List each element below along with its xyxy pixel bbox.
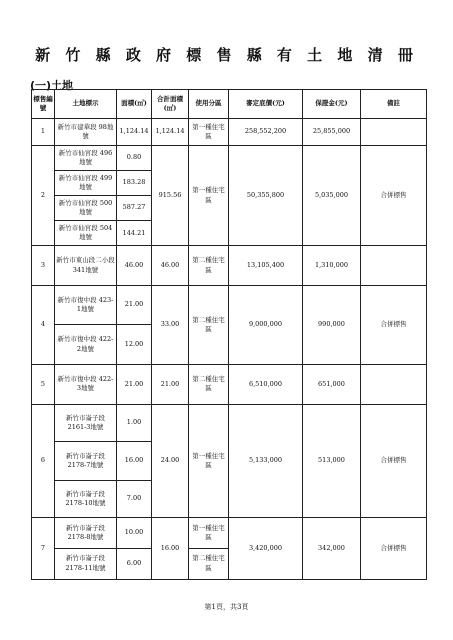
deposit: 513,000 <box>303 404 361 518</box>
table-row <box>32 404 427 442</box>
land-area: 6.00 <box>117 548 152 579</box>
deposit: 990,000 <box>303 285 361 364</box>
deposit: 25,855,000 <box>303 119 361 146</box>
price: 9,000,000 <box>229 285 303 364</box>
land-area: 144.21 <box>117 221 152 246</box>
deposit: 5,035,000 <box>303 146 361 246</box>
header-total-area: 合計面積(㎡) <box>152 90 189 119</box>
land-area: 21.00 <box>117 285 152 325</box>
price: 13,105,400 <box>229 246 303 286</box>
header-remark: 備註 <box>361 90 427 119</box>
remark: 合併標售 <box>361 146 427 246</box>
land-area: 1.00 <box>117 404 152 442</box>
price: 50,355,800 <box>229 146 303 246</box>
remark: 合併標售 <box>361 518 427 580</box>
zoning: 第一種住宅區 <box>189 119 229 146</box>
land-list-table <box>31 89 427 580</box>
total-area: 1,124.14 <box>152 119 189 146</box>
table-row <box>32 285 427 325</box>
table-row <box>32 146 427 171</box>
remark <box>361 119 427 146</box>
land-label: 新竹市崙子段 2161-3地號 <box>55 404 117 442</box>
price: 3,420,000 <box>229 518 303 580</box>
header-deposit: 保證金(元) <box>303 90 361 119</box>
header-price: 審定底價(元) <box>229 90 303 119</box>
land-area: 21.00 <box>117 365 152 405</box>
remark <box>361 246 427 286</box>
land-label: 新竹市東山段二小段 341地號 <box>55 246 117 286</box>
total-area: 21.00 <box>152 365 189 405</box>
land-area: 183.28 <box>117 171 152 196</box>
land-area: 587.27 <box>117 196 152 221</box>
zoning: 第一種住宅區 <box>189 404 229 518</box>
land-label: 新竹市仙宮段 499地號 <box>55 171 117 196</box>
land-area: 16.00 <box>117 442 152 481</box>
price: 258,552,200 <box>229 119 303 146</box>
land-label: 新竹市崙子段 2178-7地號 <box>55 442 117 481</box>
header-no: 標售編號 <box>32 90 55 119</box>
lot-no: 2 <box>32 146 55 246</box>
table-header-row <box>32 90 427 119</box>
total-area: 24.00 <box>152 404 189 518</box>
remark <box>361 365 427 405</box>
land-label: 新竹市復中段 423-1地號 <box>55 285 117 325</box>
land-area: 12.00 <box>117 325 152 365</box>
land-area: 1,124.14 <box>117 119 152 146</box>
land-label: 新竹市復中段 422-3地號 <box>55 365 117 405</box>
remark: 合併標售 <box>361 404 427 518</box>
land-area: 7.00 <box>117 480 152 518</box>
page-number: 第1頁，共3頁 <box>204 603 249 611</box>
lot-no: 3 <box>32 246 55 286</box>
zoning: 第二種住宅區 <box>189 246 229 286</box>
total-area: 33.00 <box>152 285 189 364</box>
lot-no: 7 <box>32 518 55 580</box>
total-area: 46.00 <box>152 246 189 286</box>
remark: 合併標售 <box>361 285 427 364</box>
table-row <box>32 518 427 548</box>
land-label: 新竹市仙宮段 496地號 <box>55 146 117 171</box>
header-zoning: 使用分區 <box>189 90 229 119</box>
land-label: 新竹市建華段 98地號 <box>55 119 117 146</box>
zoning: 第二種住宅區 <box>189 548 229 579</box>
zoning: 第一種住宅區 <box>189 518 229 548</box>
deposit: 1,310,000 <box>303 246 361 286</box>
deposit: 651,000 <box>303 365 361 405</box>
price: 5,133,000 <box>229 404 303 518</box>
land-area: 10.00 <box>117 518 152 548</box>
zoning: 第一種住宅區 <box>189 146 229 246</box>
land-area: 0.80 <box>117 146 152 171</box>
section-heading: (一)土地 <box>30 79 74 92</box>
page-title: 新 竹 縣 政 府 標 售 縣 有 土 地 清 冊 <box>35 46 418 64</box>
land-label: 新竹市仙宮段 504地號 <box>55 221 117 246</box>
header-land: 土地標示 <box>55 90 117 119</box>
table-row <box>32 119 427 146</box>
zoning: 第二種住宅區 <box>189 285 229 364</box>
table-row <box>32 246 427 286</box>
table-row <box>32 365 427 405</box>
land-label: 新竹市崙子段 2178-11地號 <box>55 548 117 579</box>
lot-no: 1 <box>32 119 55 146</box>
lot-no: 5 <box>32 365 55 405</box>
deposit: 342,000 <box>303 518 361 580</box>
land-label: 新竹市復中段 422-2地號 <box>55 325 117 365</box>
total-area: 915.56 <box>152 146 189 246</box>
lot-no: 4 <box>32 285 55 364</box>
zoning: 第二種住宅區 <box>189 365 229 405</box>
land-label: 新竹市仙宮段 500地號 <box>55 196 117 221</box>
total-area: 16.00 <box>152 518 189 580</box>
header-area: 面積(㎡) <box>117 90 152 119</box>
land-label: 新竹市崙子段 2178-10地號 <box>55 480 117 518</box>
lot-no: 6 <box>32 404 55 518</box>
land-label: 新竹市崙子段 2178-8地號 <box>55 518 117 548</box>
land-area: 46.00 <box>117 246 152 286</box>
price: 6,510,000 <box>229 365 303 405</box>
